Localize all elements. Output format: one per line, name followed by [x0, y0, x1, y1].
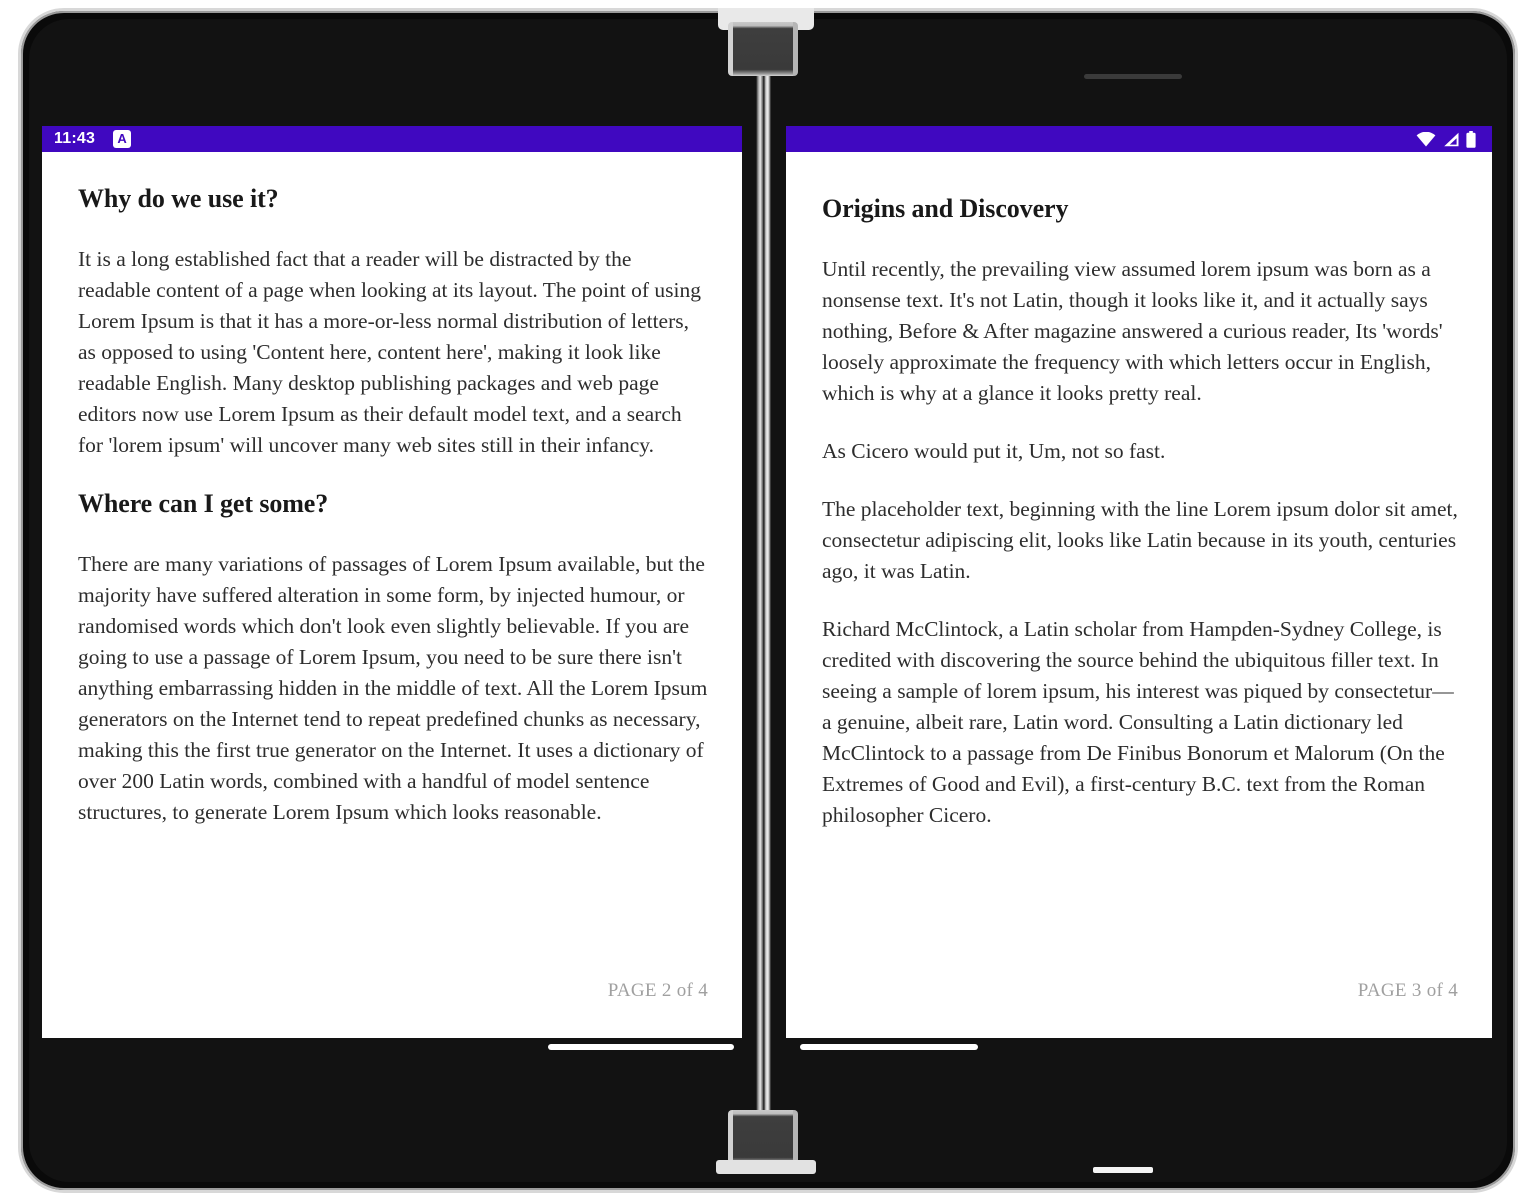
- wifi-icon: [1416, 132, 1436, 147]
- left-page-content: [42, 152, 742, 1038]
- left-display: [42, 126, 742, 1038]
- speaker-grill: [1084, 74, 1182, 79]
- paragraph: As Cicero would put it, Um, not so fast.: [822, 439, 1166, 463]
- paragraph: It is a long established fact that a reader will be distracted by the readable content of a page when looking at its layout. The point of using Lorem Ipsum is that it has a more-or-less normal distribution of letters, as opposed to using 'Content here, content here', making it look like readable English. Many desktop publishing packages and web page editors now use Lorem Ipsum as their default model text, and a search for 'lorem ipsum' will uncover many web sites still in their infancy.: [78, 247, 701, 457]
- hinge-rail: [756, 38, 771, 1156]
- hinge-cap-top: [728, 22, 798, 76]
- page-title: Why do we use it?: [78, 184, 279, 213]
- paragraph: There are many variations of passages of Lorem Ipsum available, but the majority have suffered alteration in some form, by injected humour, or randomised words which don't look even slightly believable. If you are going to use a passage of Lorem Ipsum, you need to be sure there isn't anything embarrassing hidden in the middle of text. All the Lorem Ipsum generators on the Internet tend to repeat predefined chunks as necessary, making this the first true generator on the Internet. It uses a dictionary of over 200 Latin words, combined with a handful of model sentence structures, to generate Lorem Ipsum which looks reasonable.: [78, 552, 708, 824]
- page-number-right: PAGE 3 of 4: [1357, 980, 1458, 1001]
- right-page-content: [786, 152, 1492, 1038]
- cellular-signal-icon: [1442, 132, 1460, 147]
- gesture-nav-bar-right[interactable]: [800, 1044, 978, 1050]
- page-title: Origins and Discovery: [822, 194, 1069, 223]
- battery-icon: [1466, 131, 1476, 148]
- right-display: [786, 126, 1492, 1038]
- hinge-cap-bottom: [728, 1110, 798, 1164]
- section-heading: Where can I get some?: [78, 489, 329, 518]
- paragraph: The placeholder text, beginning with the line Lorem ipsum dolor sit amet, consectetur adipiscing elit, looks like Latin because in its youth, centuries ago, it was Latin.: [822, 497, 1458, 583]
- page-number-left: PAGE 2 of 4: [607, 980, 708, 1001]
- status-bar-right: [786, 126, 1492, 152]
- paragraph: Until recently, the prevailing view assumed lorem ipsum was born as a nonsense text. It's not Latin, though it looks like it, and it actually says nothing, Before & After magazine answered a curious reader, Its 'words' loosely approximate the frequency with which letters occur in English, which is why at a glance it looks pretty real.: [822, 257, 1443, 405]
- status-time: 11:43: [54, 130, 96, 147]
- frame-vent-slot: [1093, 1167, 1153, 1173]
- gesture-nav-bar-left[interactable]: [548, 1044, 734, 1050]
- hinge-foot: [716, 1160, 816, 1174]
- paragraph: Richard McClintock, a Latin scholar from Hampden-Sydney College, is credited with discovering the source behind the ubiquitous filler text. In seeing a sample of lorem ipsum, his interest was piqued by consectetur—a genuine, albeit rare, Latin word. Consulting a Latin dictionary led McClintock to a passage from De Finibus Bonorum et Malorum (On the Extremes of Good and Evil), a first-century B.C. text from the Roman philosopher Cicero.: [822, 617, 1454, 827]
- status-icons: [1416, 131, 1476, 148]
- status-bar-left: [42, 126, 742, 152]
- app-notification-icon[interactable]: A: [113, 130, 131, 148]
